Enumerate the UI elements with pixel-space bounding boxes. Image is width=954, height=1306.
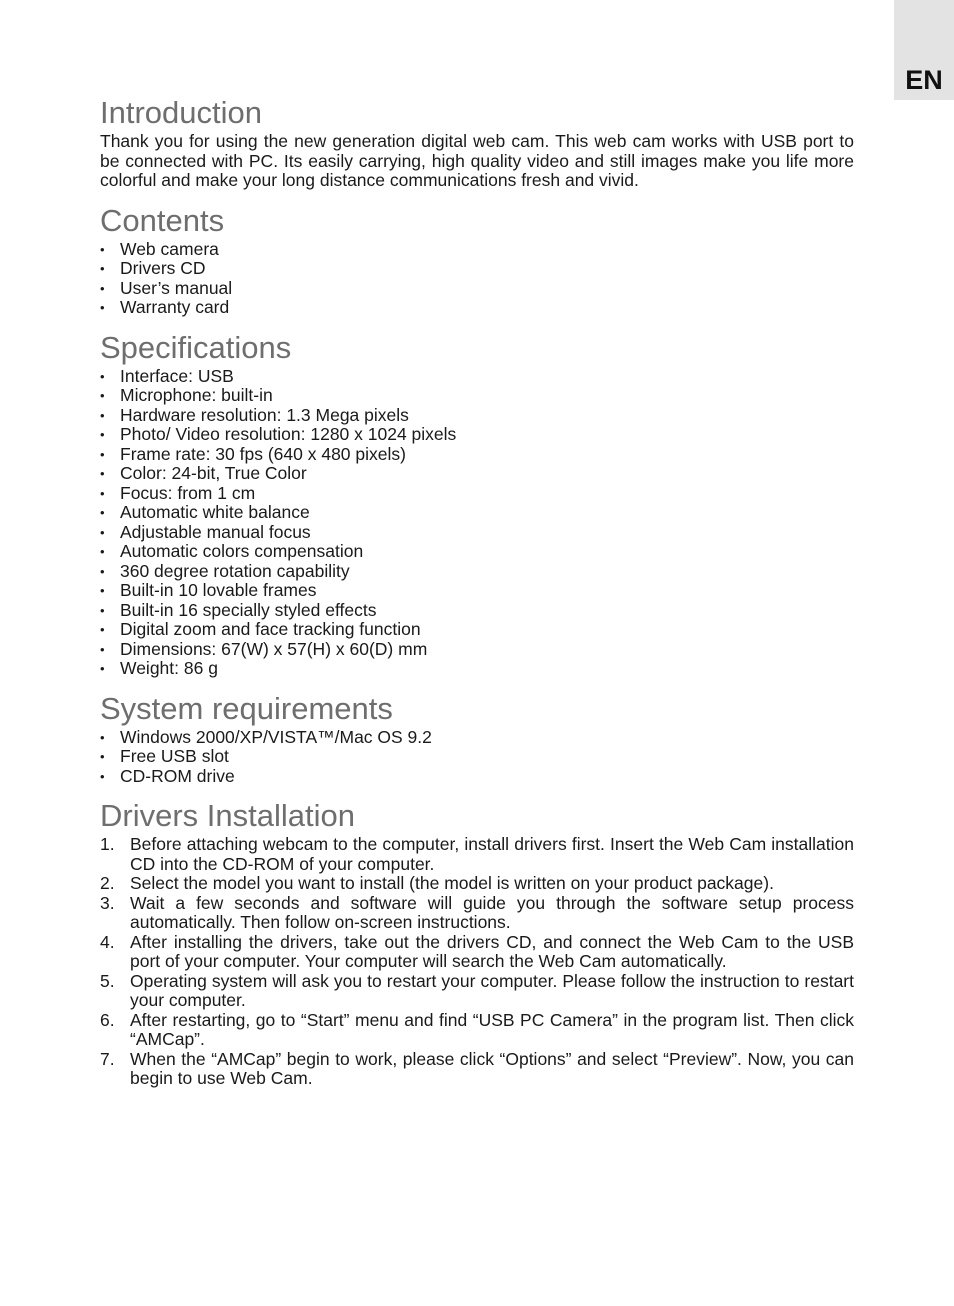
list-item: • Warranty card <box>100 298 854 318</box>
list-item: • Weight: 86 g <box>100 659 854 679</box>
list-item: • 360 degree rotation capability <box>100 562 854 582</box>
step-number: 1. <box>100 834 115 854</box>
step-text: Before attaching webcam to the computer, install drivers first. Insert the Web Cam installation CD into the CD-ROM of your computer. <box>130 834 854 874</box>
drivers-installation-section <box>100 797 854 1089</box>
specifications-heading: Specifications <box>100 329 292 365</box>
list-item: • CD-ROM drive <box>100 767 854 787</box>
introduction-section <box>100 94 854 191</box>
language-tab <box>894 0 954 100</box>
document-body <box>100 94 854 1089</box>
installation-step <box>100 1011 854 1050</box>
step-text: After installing the drivers, take out the drivers CD, and connect the Web Cam to the USB port of your computer. Your computer will search the Web Cam automatically. <box>130 931 854 971</box>
installation-step <box>100 874 854 894</box>
system-requirements-heading: System requirements <box>100 690 393 726</box>
installation-steps-list <box>100 835 854 1089</box>
list-item: • Adjustable manual focus <box>100 523 854 543</box>
step-number: 3. <box>100 892 115 913</box>
step-number: 7. <box>100 1048 115 1069</box>
list-item: • Automatic colors compensation <box>100 542 854 562</box>
list-item: • Web camera <box>100 240 854 260</box>
list-item: • Automatic white balance <box>100 503 854 523</box>
list-item: • Windows 2000/XP/VISTA™/Mac OS 9.2 <box>100 728 854 748</box>
installation-step <box>100 1050 854 1089</box>
contents-heading: Contents <box>100 202 225 238</box>
list-item: • Microphone: built-in <box>100 386 854 406</box>
specifications-section <box>100 329 854 679</box>
list-item: • Built-in 16 specially styled effects <box>100 601 854 621</box>
installation-step <box>100 972 854 1011</box>
drivers-installation-heading: Drivers Installation <box>100 798 355 833</box>
installation-step <box>100 933 854 972</box>
specifications-list <box>100 367 854 679</box>
list-item: • Frame rate: 30 fps (640 x 480 pixels) <box>100 445 854 465</box>
list-item: • User’s manual <box>100 279 854 299</box>
contents-list <box>100 240 854 318</box>
step-text: Select the model you want to install (the model is written on your product package). <box>130 873 774 893</box>
step-text: Wait a few seconds and software will guide you through the software setup process automatically. Then follow on-screen instructions. <box>130 892 854 932</box>
step-text: After restarting, go to “Start” menu and find “USB PC Camera” in the program list. Then click “AMCap”. <box>130 1009 854 1049</box>
introduction-heading: Introduction <box>100 95 262 130</box>
step-number: 6. <box>100 1009 115 1030</box>
step-text: When the “AMCap” begin to work, please click “Options” and select “Preview”. Now, you can begin to use Web Cam. <box>130 1048 854 1088</box>
list-item: • Focus: from 1 cm <box>100 484 854 504</box>
list-item: • Dimensions: 67(W) x 57(H) x 60(D) mm <box>100 640 854 660</box>
installation-step <box>100 894 854 933</box>
step-text: Operating system will ask you to restart your computer. Please follow the instruction to restart your computer. <box>130 970 854 1010</box>
step-number: 4. <box>100 931 115 952</box>
step-number: 5. <box>100 970 115 991</box>
introduction-text: Thank you for using the new generation digital web cam. This web cam works with USB port to be connected with PC. Its easily carrying, high quality video and still images make you life more colorful and make your long distance communications fresh and vivid. <box>100 131 854 190</box>
list-item: • Interface: USB <box>100 367 854 387</box>
list-item: • Hardware resolution: 1.3 Mega pixels <box>100 406 854 426</box>
system-requirements-section <box>100 690 854 787</box>
list-item: • Color: 24-bit, True Color <box>100 464 854 484</box>
list-item: • Digital zoom and face tracking function <box>100 620 854 640</box>
list-item: • Drivers CD <box>100 259 854 279</box>
language-label: EN <box>905 65 943 95</box>
system-requirements-list <box>100 728 854 787</box>
contents-section <box>100 202 854 318</box>
installation-step <box>100 835 854 874</box>
list-item: • Built-in 10 lovable frames <box>100 581 854 601</box>
list-item: • Photo/ Video resolution: 1280 x 1024 pixels <box>100 425 854 445</box>
list-item: • Free USB slot <box>100 747 854 767</box>
step-number: 2. <box>100 873 115 893</box>
